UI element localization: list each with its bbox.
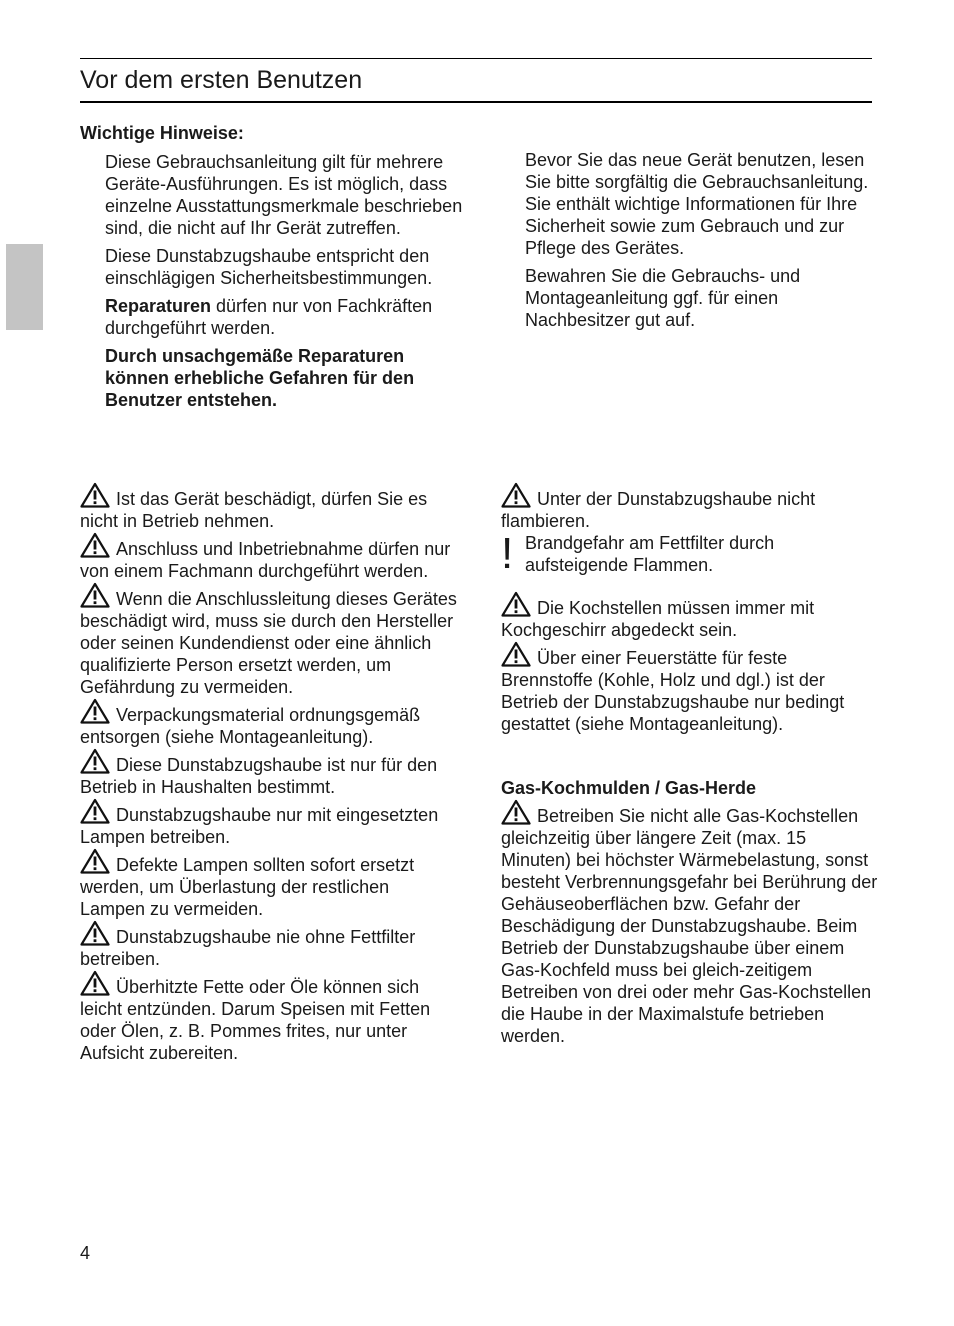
hints-paragraph: Bewahren Sie die Gebrauchs- und Montageanleitung ggf. für einen Nachbesitzer gut auf.: [525, 266, 801, 330]
warning-text: Ist das Gerät beschädigt, dürfen Sie es nicht in Betrieb nehmen.: [80, 489, 428, 531]
repairs-bold-term: Reparaturen: [105, 296, 212, 316]
warning-text: Anschluss und Inbetriebnahme dürfen nur von einem Fachmann durchgeführt werden.: [80, 539, 451, 581]
warning-triangle-icon: [80, 848, 110, 874]
warning-triangle-icon: [80, 748, 110, 774]
hints-heading: Wichtige Hinweise:: [80, 123, 244, 143]
exclamation-icon: !: [501, 529, 514, 578]
warning-item: [80, 532, 458, 582]
gas-section-heading: Gas-Kochmulden / Gas-Herde: [501, 778, 757, 798]
fire-hazard-note: [501, 529, 879, 578]
hints-paragraph: Diese Gebrauchsanleitung gilt für mehrere Geräte-Ausführungen. Es ist möglich, dass einzelne Ausstattungsmerkmale beschrieben sind, die nicht auf Ihr Gerät zutreffen.: [105, 152, 463, 238]
warning-item: [80, 748, 458, 798]
warning-item: [80, 482, 458, 532]
warning-item: [80, 582, 458, 698]
warning-text: Unter der Dunstabzugshaube nicht flambieren.: [501, 489, 816, 531]
warning-text: Wenn die Anschlussleitung dieses Gerätes beschädigt wird, muss sie durch den Hersteller oder seinen Kundendienst oder eine ähnlich qualifizierte Person ersetzt werden, um Gefährdung zu vermeiden.: [80, 589, 457, 697]
repairs-text: dürfen nur von Fachkräften durchgeführt werden.: [105, 296, 433, 338]
warnings-left-column: [80, 482, 458, 1064]
warning-triangle-icon: [501, 641, 531, 667]
warning-triangle-icon: [80, 532, 110, 558]
header-rule-top: [80, 58, 872, 59]
language-tab-marker: [6, 244, 43, 330]
warning-text: Defekte Lampen sollten sofort ersetzt werden, um Überlastung der restlichen Lampen zu vermeiden.: [80, 855, 415, 919]
warning-text: Dunstabzugshaube nur mit eingesetzten Lampen betreiben.: [80, 805, 439, 847]
page-number: 4: [80, 1243, 91, 1263]
warning-text: Diese Dunstabzugshaube ist nur für den Betrieb in Haushalten bestimmt.: [80, 755, 438, 797]
warning-text: Die Kochstellen müssen immer mit Kochgeschirr abgedeckt sein.: [501, 598, 815, 640]
warnings-right-column: [501, 482, 879, 1047]
warning-triangle-icon: [501, 799, 531, 825]
page-title: Vor dem ersten Benutzen: [80, 66, 363, 94]
warning-text: Dunstabzugshaube nie ohne Fettfilter betreiben.: [80, 927, 416, 969]
warning-item: [80, 920, 458, 970]
warning-item: [501, 641, 879, 735]
warning-item: [80, 698, 458, 748]
hints-paragraph: Diese Dunstabzugshaube entspricht den einschlägigen Sicherheitsbestimmungen.: [105, 246, 433, 288]
hints-danger-paragraph: Durch unsachgemäße Reparaturen können erhebliche Gefahren für den Benutzer entstehen.: [105, 346, 415, 410]
warning-triangle-icon: [501, 482, 531, 508]
warning-triangle-icon: [80, 698, 110, 724]
warning-text: Betreiben Sie nicht alle Gas-Kochstellen gleichzeitig über längere Zeit (max. 15 Minuten) bei höchster Wärmebelastung, sonst besteht Verbrennungsgefahr bei Berührung der Gehäuseoberflächen bzw. Gefahr der Beschädigung der Dunstabzugshaube. Beim Betrieb der Dunstabzugshaube über einem Gas-Kochfeld muss bei gleich-zeitigem Betreiben von drei oder mehr Gas-Kochstellen die Haube in der Maximalstufe betrieben werden.: [501, 806, 878, 1046]
warning-item: [501, 482, 879, 532]
header-rule-bottom: [80, 101, 872, 103]
hints-left-column: [105, 151, 465, 411]
warning-triangle-icon: [80, 920, 110, 946]
warning-item: [501, 799, 879, 1047]
warning-item: [80, 848, 458, 920]
hints-paragraph-repairs: [105, 295, 465, 339]
warning-text: Verpackungsmaterial ordnungsgemäß entsorgen (siehe Montageanleitung).: [80, 705, 421, 747]
warning-text: Überhitzte Fette oder Öle können sich leicht entzünden. Darum Speisen mit Fetten oder Ölen, z. B. Pommes frites, nur unter Aufsicht zubereiten.: [80, 977, 431, 1063]
fire-hazard-text: Brandgefahr am Fettfilter durch aufsteigende Flammen.: [525, 533, 775, 575]
hints-paragraph: Bevor Sie das neue Gerät benutzen, lesen Sie bitte sorgfältig die Gebrauchsanleitung. Sie enthält wichtige Informationen für Ihre Sicherheit sowie zum Gebrauch und zur Pflege des Gerätes.: [525, 150, 869, 258]
warning-item: [501, 591, 879, 641]
warning-item: [80, 970, 458, 1064]
warning-triangle-icon: [80, 798, 110, 824]
warning-triangle-icon: [80, 970, 110, 996]
warning-item: [80, 798, 458, 848]
warning-triangle-icon: [501, 591, 531, 617]
warning-triangle-icon: [80, 482, 110, 508]
hints-right-column: [525, 149, 885, 331]
warning-triangle-icon: [80, 582, 110, 608]
warning-text: Über einer Feuerstätte für feste Brennstoffe (Kohle, Holz und dgl.) ist der Betrieb der Dunstabzugshaube nur bedingt gestattet (siehe Montageanleitung).: [501, 648, 845, 734]
